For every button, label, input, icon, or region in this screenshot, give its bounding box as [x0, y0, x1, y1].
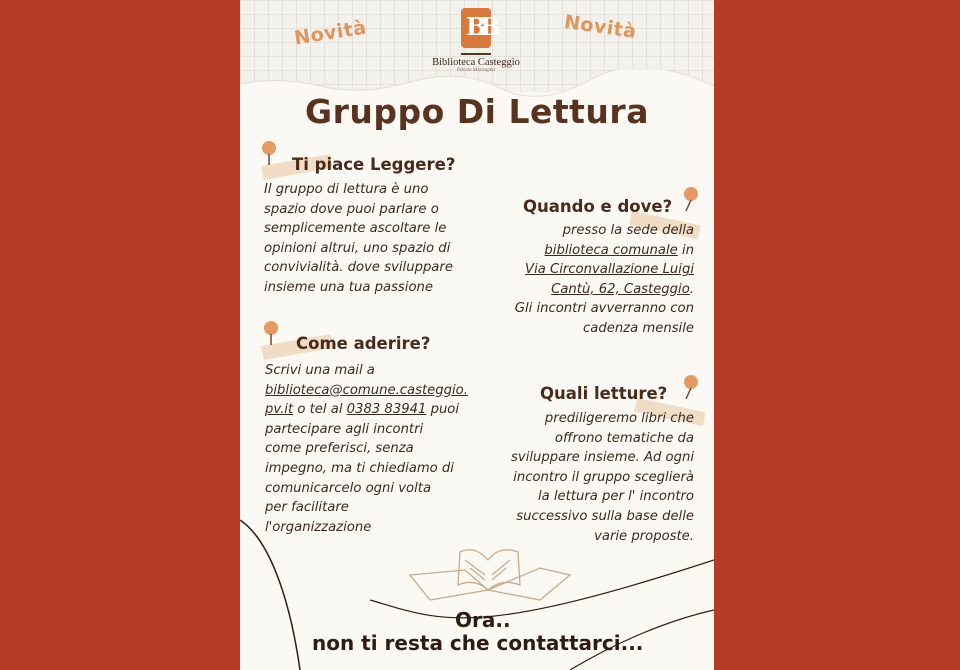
push-pin-icon: [258, 140, 280, 166]
text-line: Gli incontri avverranno con: [514, 301, 694, 317]
heading-letture: Quali letture?: [540, 384, 668, 403]
text-leggere: [264, 180, 484, 298]
heading-leggere: Ti piace Leggere?: [292, 155, 456, 174]
text-quando: [480, 221, 694, 339]
text-line: cadenza mensile: [583, 320, 694, 336]
logo-name: Biblioteca Casteggio: [432, 57, 520, 68]
text-line: impegno, ma ti chiediamo di: [265, 460, 454, 476]
text-line: opinioni altrui, uno spazio di: [264, 240, 451, 256]
text-line: [480, 241, 694, 261]
text-line: insieme una tua passione: [264, 279, 434, 295]
address-link[interactable]: Via Circonvallazione Luigi: [525, 262, 694, 278]
text-line: Il gruppo di lettura è uno: [264, 182, 429, 197]
text-line: prediligeremo libri che: [544, 411, 694, 426]
text-line: sviluppare insieme. Ad ogni: [511, 450, 694, 466]
text-line: successivo sulla base delle: [516, 508, 694, 524]
text-line: partecipare agli incontri: [265, 421, 424, 437]
text-line: l'organizzazione: [265, 519, 372, 535]
email-link-end[interactable]: pv.it: [265, 402, 294, 418]
text-line: convivialità. dove sviluppare: [264, 260, 453, 276]
text-line: [265, 381, 485, 401]
novita-label-left: Novità: [292, 16, 369, 50]
text-line: incontro il gruppo sceglierà: [513, 469, 694, 485]
page-title: Gruppo Di Lettura: [305, 92, 649, 131]
push-pin-icon: [260, 320, 282, 346]
logo-mark-icon: BB: [461, 8, 491, 48]
library-link[interactable]: biblioteca comunale: [544, 242, 678, 258]
text-line: [265, 400, 485, 420]
heading-aderire: Come aderire?: [296, 334, 431, 353]
text-aderire: [265, 361, 485, 537]
push-pin-icon: [680, 374, 702, 400]
text-fragment: puoi: [426, 402, 460, 418]
text-line: semplicemente ascoltare le: [264, 221, 447, 237]
text-line: per facilitare: [265, 500, 349, 516]
heading-quando: Quando e dove?: [523, 197, 673, 216]
address-link-2[interactable]: Cantù, 62, Casteggio: [551, 281, 690, 297]
text-line: presso la sede della: [562, 223, 694, 238]
text-line: spazio dove puoi parlare o: [264, 201, 439, 217]
phone-link[interactable]: 0383 83941: [346, 402, 427, 418]
closing-line-2: non ti resta che contattarci...: [312, 631, 644, 655]
text-line: la lettura per l' incontro: [537, 489, 694, 505]
logo-subtitle: Pelosio Mazzagatti: [456, 68, 496, 73]
text-line: [480, 260, 694, 280]
open-book-icon: [410, 550, 570, 600]
text-line: varie proposte.: [594, 528, 694, 544]
text-fragment: in: [677, 242, 694, 258]
text-line: offrono tematiche da: [554, 430, 694, 446]
push-pin-icon: [680, 186, 702, 212]
novita-label-right: Novità: [562, 11, 638, 43]
text-line: come preferisci, senza: [265, 441, 414, 457]
closing-line-1: Ora..: [455, 608, 511, 632]
text-line: Scrivi una mail a: [265, 363, 375, 378]
text-letture: [480, 409, 694, 546]
text-fragment: .: [689, 281, 694, 297]
poster: [240, 0, 714, 670]
text-fragment: o tel al: [293, 402, 347, 418]
text-line: [480, 280, 694, 300]
text-line: comunicarcelo ogni volta: [265, 480, 432, 496]
email-link[interactable]: biblioteca@comune.casteggio.: [265, 382, 468, 398]
